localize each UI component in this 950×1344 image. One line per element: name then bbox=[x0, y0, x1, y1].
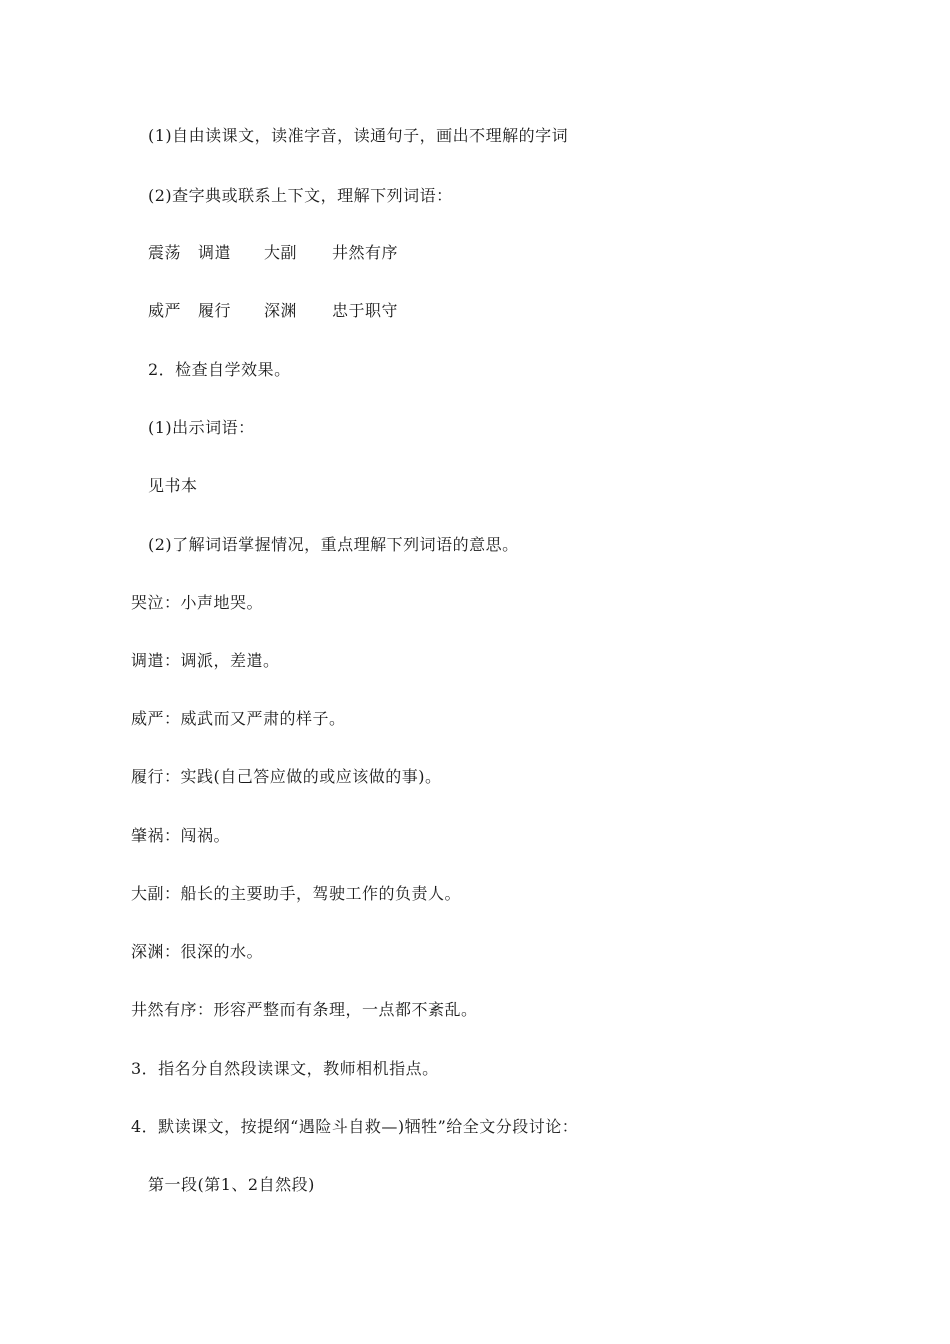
definition-item: 肇祸：闯祸。 bbox=[131, 826, 231, 845]
step-3: 3．指名分自然段读课文，教师相机指点。 bbox=[131, 1059, 439, 1078]
vocab-word: 震荡 bbox=[148, 243, 182, 262]
vocab-word: 深渊 bbox=[264, 301, 298, 320]
vocab-word: 威严 bbox=[148, 301, 182, 320]
definition-item: 深渊：很深的水。 bbox=[131, 942, 264, 961]
vocab-word: 调遣 bbox=[198, 243, 232, 262]
check-sub-1: (1)出示词语： bbox=[148, 418, 255, 437]
definition-item: 大副：船长的主要助手，驾驶工作的负责人。 bbox=[131, 884, 462, 903]
check-sub-2: (2)了解词语掌握情况，重点理解下列词语的意思。 bbox=[148, 535, 519, 554]
definition-item: 井然有序：形容严整而有条理，一点都不紊乱。 bbox=[131, 1000, 478, 1019]
check-sub-1-note: 见书本 bbox=[148, 476, 198, 495]
part-1-heading: 第一段(第1、2自然段) bbox=[148, 1175, 315, 1194]
vocab-word: 履行 bbox=[198, 301, 232, 320]
vocab-row-1 bbox=[148, 243, 548, 263]
definition-item: 调遣：调派，差遣。 bbox=[131, 651, 280, 670]
self-study-item-1: (1)自由读课文，读准字音，读通句子，画出不理解的字词 bbox=[148, 126, 569, 145]
vocab-word: 忠于职守 bbox=[332, 301, 399, 320]
vocab-word: 大副 bbox=[264, 243, 298, 262]
definition-item: 哭泣：小声地哭。 bbox=[131, 593, 264, 612]
vocab-word: 井然有序 bbox=[332, 243, 399, 262]
check-heading: 2．检查自学效果。 bbox=[148, 360, 291, 379]
vocab-row-2 bbox=[148, 301, 548, 321]
definition-item: 履行：实践(自己答应做的或应该做的事)。 bbox=[131, 767, 442, 786]
definition-item: 威严：威武而又严肃的样子。 bbox=[131, 709, 346, 728]
step-4: 4．默读课文，按提纲“遇险斗自救—)牺牲”给全文分段讨论： bbox=[131, 1117, 579, 1136]
self-study-item-2: (2)查字典或联系上下文，理解下列词语： bbox=[148, 186, 453, 205]
